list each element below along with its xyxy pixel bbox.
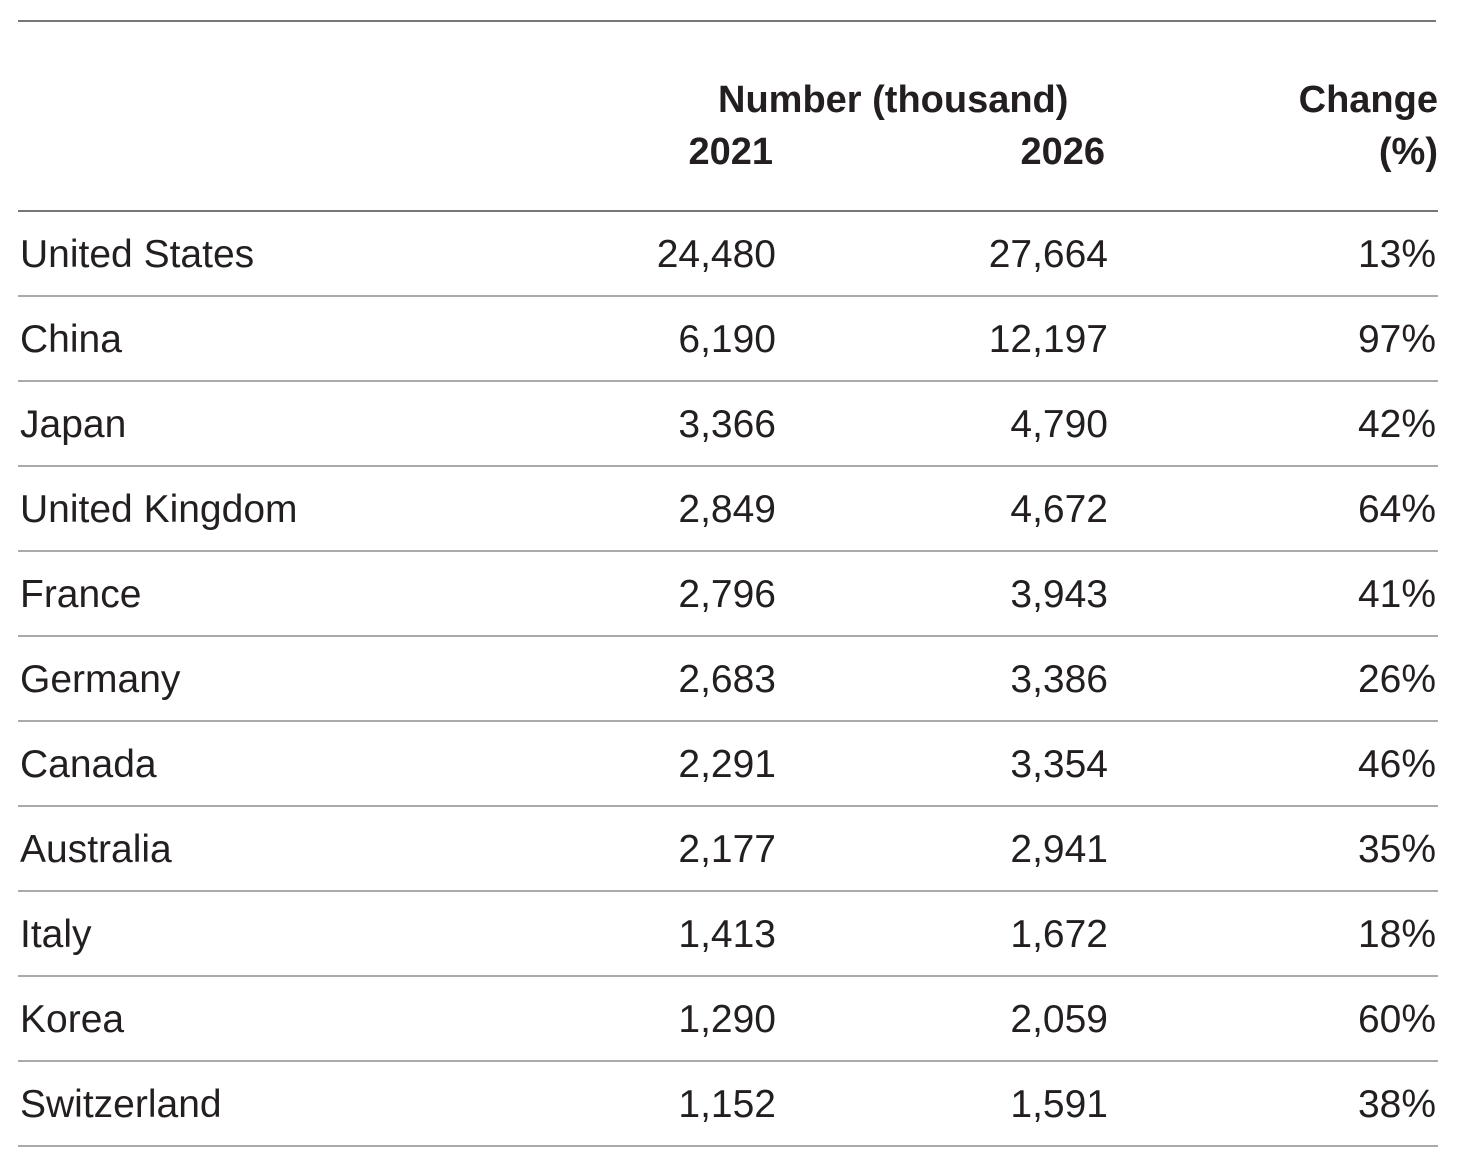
value-2021-cell: 2,683 [678,658,776,701]
table-row [18,892,1438,977]
country-cell: Australia [20,828,172,871]
change-cell: 35% [1357,828,1436,871]
value-2026-cell: 12,197 [988,318,1108,361]
value-2026-cell: 3,386 [1010,658,1108,701]
table-row [18,807,1438,892]
value-2021-cell: 1,152 [678,1083,776,1126]
country-cell: Germany [20,658,181,701]
table-row [18,467,1438,552]
change-cell: 60% [1357,998,1436,1041]
value-2021-cell: 1,413 [678,913,776,956]
change-cell: 26% [1357,658,1436,701]
country-cell: United Kingdom [20,488,298,531]
value-2026-cell: 4,672 [1010,488,1108,531]
table-row [18,722,1438,807]
country-cell: Italy [20,913,92,956]
value-2026-cell: 1,672 [1010,913,1108,956]
header-year-2026: 2026 [1020,131,1105,173]
value-2021-cell: 2,177 [678,828,776,871]
value-2021-cell: 6,190 [678,318,776,361]
country-cell: Japan [20,403,127,446]
value-2026-cell: 2,059 [1010,998,1108,1041]
table-row [18,977,1438,1062]
header-change-unit: (%) [1378,131,1438,173]
change-cell: 13% [1357,233,1436,276]
table-row [18,637,1438,722]
value-2026-cell: 4,790 [1010,403,1108,446]
value-2026-cell: 2,941 [1010,828,1108,871]
change-cell: 42% [1357,403,1436,446]
value-2021-cell: 1,290 [678,998,776,1041]
change-cell: 46% [1357,743,1436,786]
table-row [18,382,1438,467]
country-cell: China [20,318,122,361]
table-row [18,1062,1438,1147]
table-header [18,60,1438,210]
header-number-thousand: Number (thousand) [718,79,1069,121]
table-row [18,552,1438,637]
header-change: Change [1298,79,1438,121]
value-2026-cell: 1,591 [1010,1083,1108,1126]
change-cell: 64% [1357,488,1436,531]
value-2026-cell: 3,354 [1010,743,1108,786]
value-2021-cell: 2,291 [678,743,776,786]
value-2021-cell: 2,796 [678,573,776,616]
header-year-2021: 2021 [688,131,773,173]
table-body [18,212,1438,1147]
table-top-rule [18,20,1436,22]
value-2021-cell: 24,480 [656,233,776,276]
table-row [18,297,1438,382]
table-row [18,212,1438,297]
country-cell: Canada [20,743,157,786]
country-cell: Switzerland [20,1083,222,1126]
change-cell: 18% [1357,913,1436,956]
change-cell: 38% [1357,1083,1436,1126]
value-2026-cell: 27,664 [988,233,1108,276]
value-2021-cell: 2,849 [678,488,776,531]
value-2026-cell: 3,943 [1010,573,1108,616]
change-cell: 97% [1357,318,1436,361]
country-cell: Korea [20,998,125,1041]
country-cell: France [20,573,142,616]
country-cell: United States [20,233,255,276]
value-2021-cell: 3,366 [678,403,776,446]
change-cell: 41% [1357,573,1436,616]
